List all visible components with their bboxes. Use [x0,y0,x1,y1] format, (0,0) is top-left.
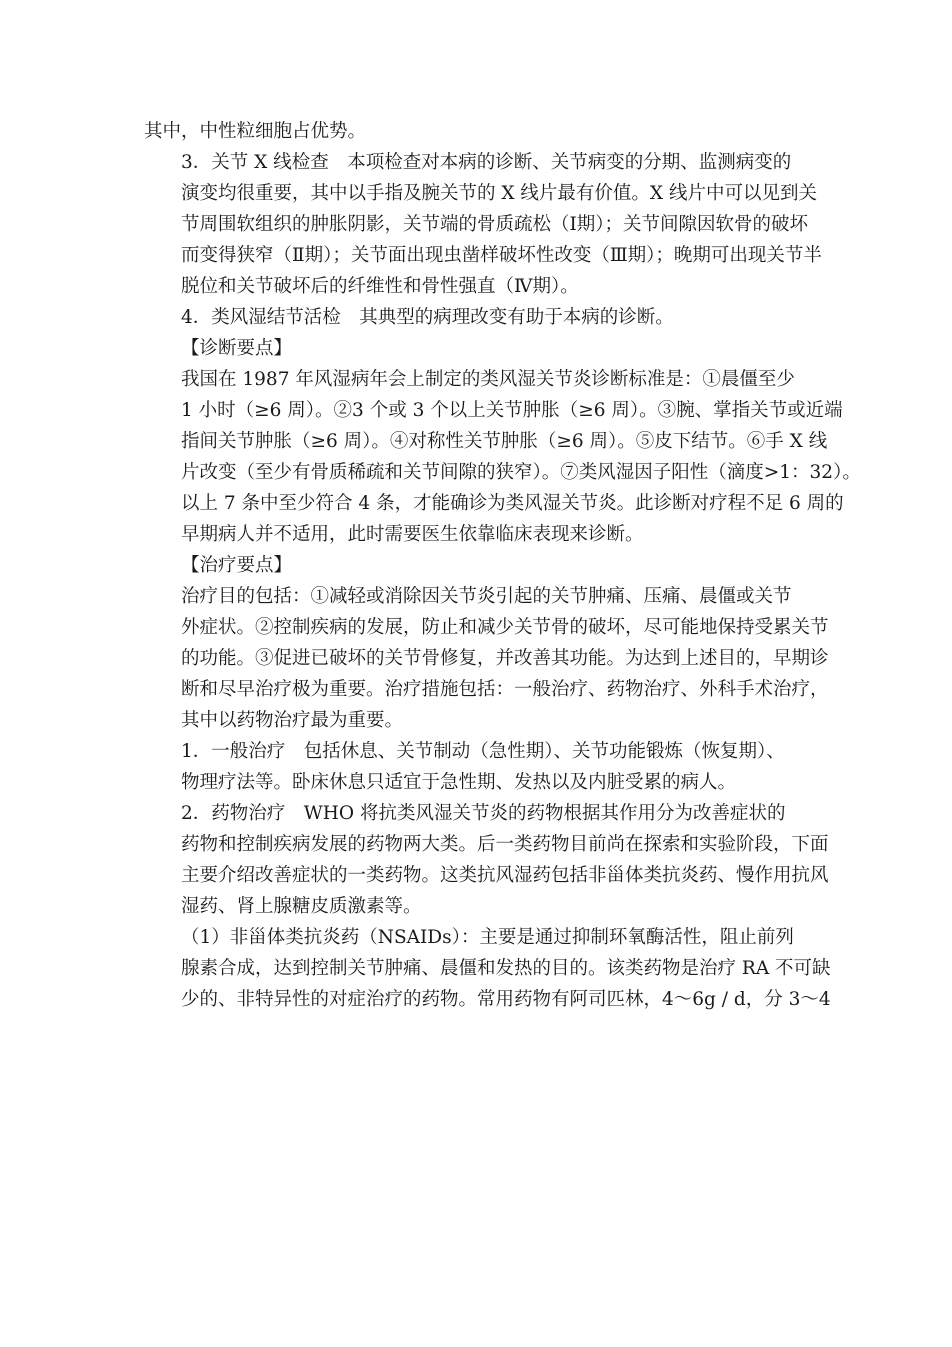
paragraph [144,116,814,147]
paragraph [144,364,861,550]
text-line: 【治疗要点】 [181,555,293,576]
text-line: 治疗目的包括：①减轻或消除因关节炎引起的关节肿痛、压痛、晨僵或关节 [181,586,792,607]
paragraph [144,333,814,364]
text-line: （1）非甾体类抗炎药（NSAIDs）：主要是通过抑制环氧酶活性，阻止前列 [181,927,794,948]
text-line: 腺素合成，达到控制关节肿痛、晨僵和发热的目的。该类药物是治疗 RA 不可缺 [181,958,831,979]
text-line: 少的、非特异性的对症治疗的药物。常用药物有阿司匹林，4～6g / d，分 3～4 [181,989,831,1010]
text-line: 外症状。②控制疾病的发展，防止和减少关节骨的破坏，尽可能地保持受累关节 [181,617,829,638]
text-line: 药物和控制疾病发展的药物两大类。后一类药物目前尚在探索和实验阶段，下面 [181,834,829,855]
text-line: 1 小时（≥6 周）。②3 个或 3 个以上关节肿胀（≥6 周）。③腕、掌指关节或近端 [181,400,843,421]
text-line: 其中，中性粒细胞占优势。 [144,121,367,142]
text-line: 我国在 1987 年风湿病年会上制定的类风湿关节炎诊断标准是：①晨僵至少 [181,369,795,390]
text-line: 的功能。③促进已破坏的关节骨修复，并改善其功能。为达到上述目的，早期诊 [181,648,829,669]
paragraph [144,736,814,798]
paragraph [144,302,814,333]
text-line: 而变得狭窄（Ⅱ期）；关节面出现虫凿样破坏性改变（Ⅲ期）；晚期可出现关节半 [181,245,822,266]
document-body [144,116,861,1015]
text-line: 早期病人并不适用，此时需要医生依靠临床表现来诊断。 [181,524,644,545]
text-line: 节周围软组织的肿胀阴影，关节端的骨质疏松（Ⅰ期）；关节间隙因软骨的破坏 [181,214,809,235]
text-line: 物理疗法等。卧床休息只适宜于急性期、发热以及内脏受累的病人。 [181,772,737,793]
text-line: 断和尽早治疗极为重要。治疗措施包括：一般治疗、药物治疗、外科手术治疗， [181,679,829,700]
text-line: 主要介绍改善症状的一类药物。这类抗风湿药包括非甾体类抗炎药、慢作用抗风 [181,865,829,886]
text-line: 演变均很重要，其中以手指及腕关节的 X 线片最有价值。X 线片中可以见到关 [181,183,817,204]
text-line: 以上 7 条中至少符合 4 条，才能确诊为类风湿关节炎。此诊断对疗程不足 6 周的 [181,493,844,514]
text-line: 2．药物治疗 WHO 将抗类风湿关节炎的药物根据其作用分为改善症状的 [181,803,786,824]
paragraph [144,550,814,581]
text-line: 湿药、肾上腺糖皮质激素等。 [181,896,422,917]
text-line: 片改变（至少有骨质稀疏和关节间隙的狭窄）。⑦类风湿因子阳性（滴度>1：32）。 [181,462,861,483]
text-line: 指间关节肿胀（≥6 周）。④对称性关节肿胀（≥6 周）。⑤皮下结节。⑥手 X 线 [181,431,828,452]
text-line: 脱位和关节破坏后的纤维性和骨性强直（Ⅳ期）。 [181,276,579,297]
paragraph [144,798,829,922]
paragraph [144,581,829,736]
text-line: 其中以药物治疗最为重要。 [181,710,404,731]
text-line: 【诊断要点】 [181,338,293,359]
paragraph [144,922,831,1015]
text-line: 4．类风湿结节活检 其典型的病理改变有助于本病的诊断。 [181,307,674,328]
text-line: 3．关节 X 线检查 本项检查对本病的诊断、关节病变的分期、监测病变的 [181,152,792,173]
paragraph [144,147,822,302]
text-line: 1．一般治疗 包括休息、关节制动（急性期）、关节功能锻炼（恢复期）、 [181,741,785,762]
